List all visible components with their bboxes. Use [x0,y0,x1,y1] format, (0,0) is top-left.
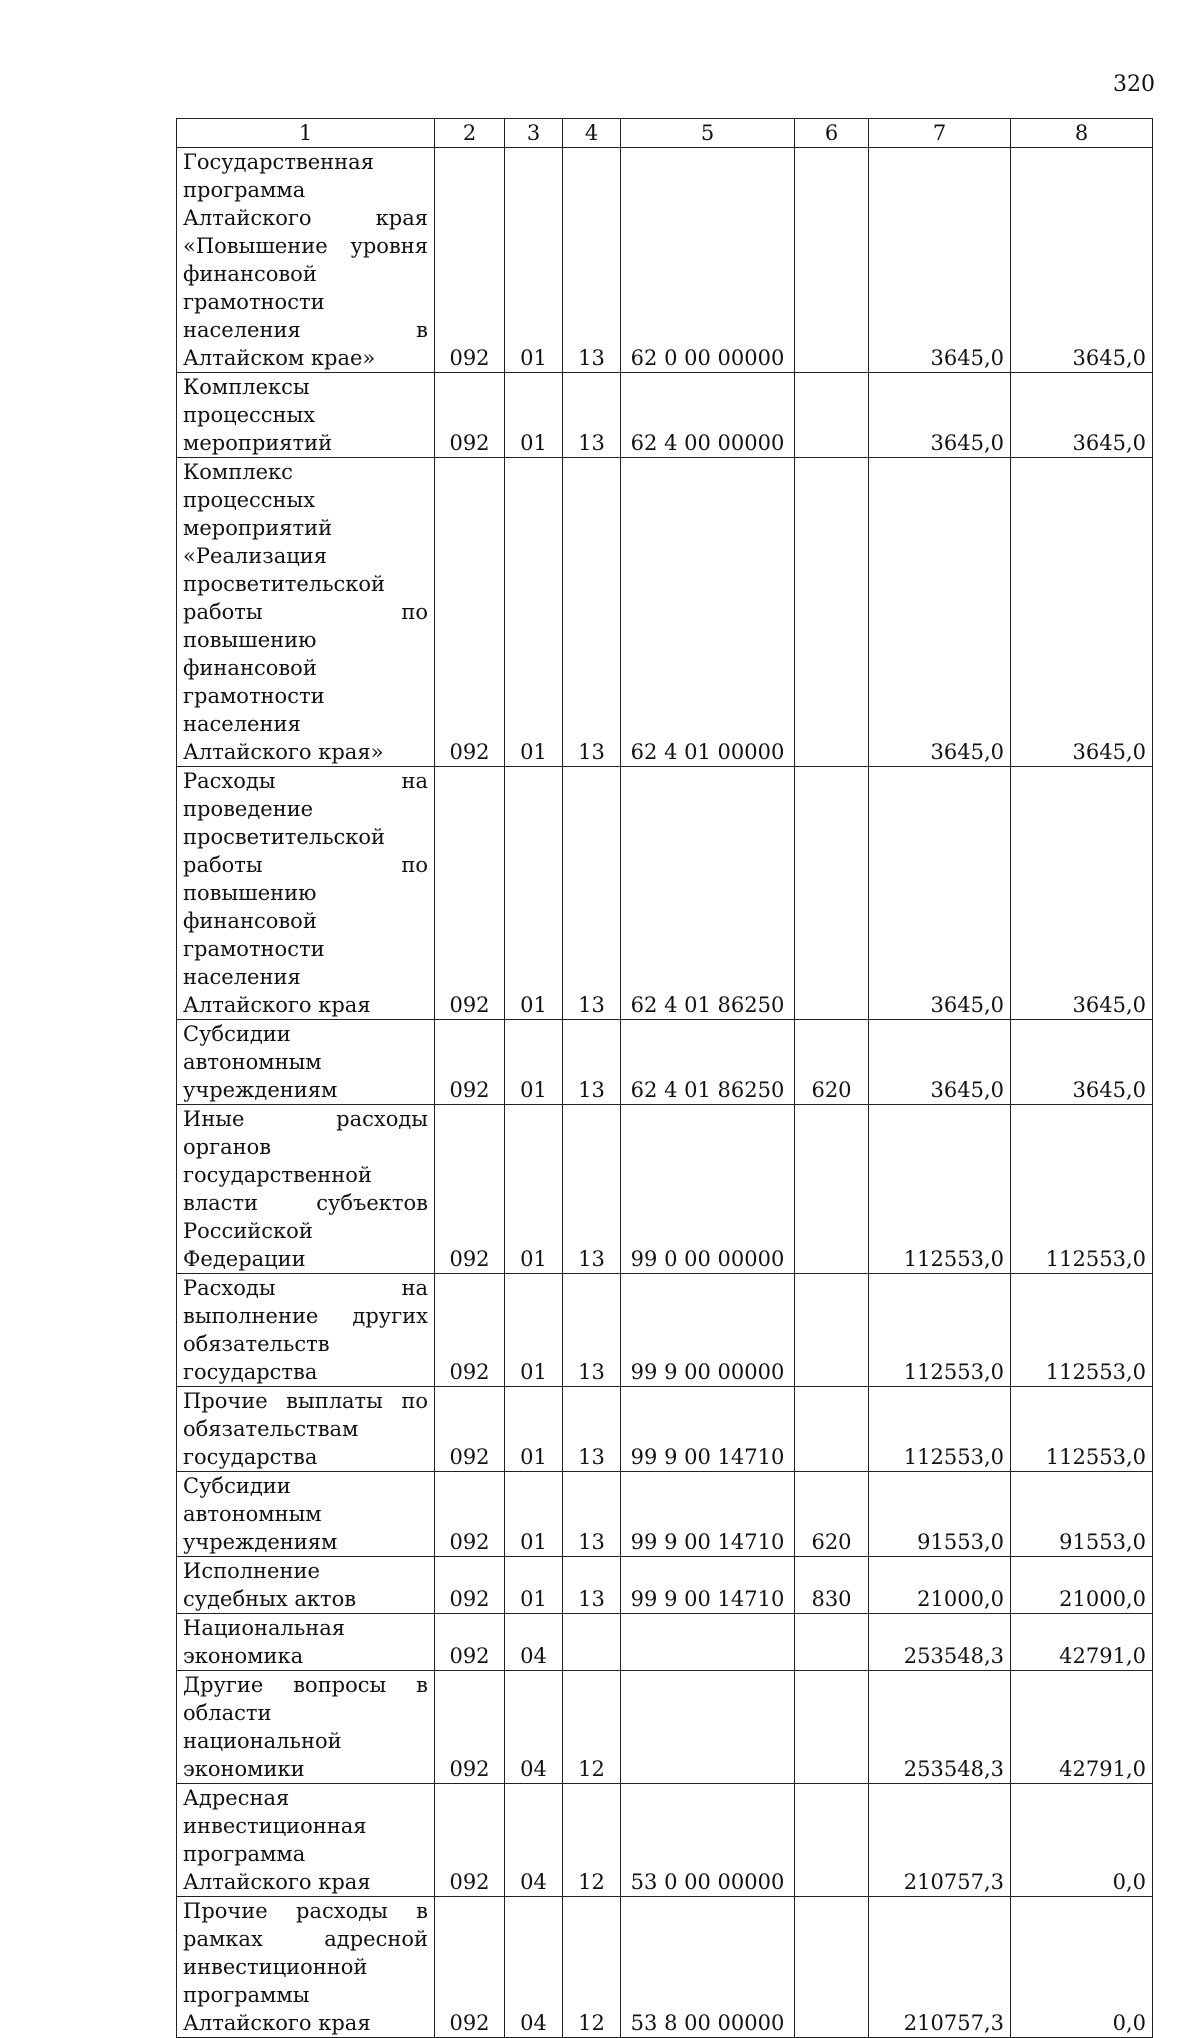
amount-year1-cell: 112553,0 [869,1105,1011,1274]
amount-year2-cell: 3645,0 [1011,148,1153,373]
target-article-cell: 62 4 00 00000 [621,373,795,458]
expense-type-cell [795,767,869,1020]
table-row [177,1614,1153,1671]
section-cell: 01 [505,1020,563,1105]
amount-year2-cell: 3645,0 [1011,1020,1153,1105]
subsection-cell: 12 [563,1671,621,1784]
header-row [177,119,1153,148]
target-article-cell: 62 0 00 00000 [621,148,795,373]
table-row [177,1105,1153,1274]
amount-year2-cell: 0,0 [1011,1897,1153,2038]
amount-year2-cell: 42791,0 [1011,1614,1153,1671]
amount-year2-cell: 112553,0 [1011,1387,1153,1472]
admin-code-cell: 092 [435,1557,505,1614]
expense-type-cell [795,1671,869,1784]
amount-year1-cell: 112553,0 [869,1387,1011,1472]
subsection-cell: 13 [563,458,621,767]
section-cell: 04 [505,1897,563,2038]
row-name-cell: Комплекс процессных мероприятий «Реализация просветительской работы по повышению финансовой грамотности населения Алтайского края» [177,458,435,767]
subsection-cell: 13 [563,148,621,373]
subsection-cell: 13 [563,1020,621,1105]
subsection-cell: 13 [563,373,621,458]
amount-year2-cell: 112553,0 [1011,1274,1153,1387]
expense-type-cell: 830 [795,1557,869,1614]
row-name-cell: Адресная инвестиционная программа Алтайского края [177,1784,435,1897]
admin-code-cell: 092 [435,1472,505,1557]
row-name-cell: Расходы на проведение просветительской работы по повышению финансовой грамотности населения Алтайского края [177,767,435,1020]
row-name-cell: Иные расходы органов государственной власти субъектов Российской Федерации [177,1105,435,1274]
section-cell: 04 [505,1614,563,1671]
expense-type-cell [795,373,869,458]
table-row [177,1387,1153,1472]
section-cell: 01 [505,767,563,1020]
amount-year2-cell: 3645,0 [1011,767,1153,1020]
section-cell: 01 [505,1274,563,1387]
row-name-cell: Комплексы процессных мероприятий [177,373,435,458]
table-row [177,1020,1153,1105]
budget-table [176,118,1153,2038]
subsection-cell: 13 [563,767,621,1020]
admin-code-cell: 092 [435,373,505,458]
amount-year1-cell: 3645,0 [869,458,1011,767]
header-cell: 3 [505,119,563,148]
amount-year2-cell: 91553,0 [1011,1472,1153,1557]
expense-type-cell [795,1387,869,1472]
subsection-cell: 12 [563,1897,621,2038]
target-article-cell [621,1614,795,1671]
amount-year1-cell: 91553,0 [869,1472,1011,1557]
amount-year1-cell: 253548,3 [869,1614,1011,1671]
target-article-cell: 99 9 00 14710 [621,1557,795,1614]
amount-year2-cell: 112553,0 [1011,1105,1153,1274]
target-article-cell: 62 4 01 00000 [621,458,795,767]
row-name-cell: Прочие расходы в рамках адресной инвестиционной программы Алтайского края [177,1897,435,2038]
header-cell: 5 [621,119,795,148]
admin-code-cell: 092 [435,1671,505,1784]
expense-type-cell: 620 [795,1472,869,1557]
expense-type-cell [795,148,869,373]
admin-code-cell: 092 [435,1784,505,1897]
header-cell: 7 [869,119,1011,148]
expense-type-cell: 620 [795,1020,869,1105]
expense-type-cell [795,1897,869,2038]
admin-code-cell: 092 [435,1614,505,1671]
amount-year1-cell: 253548,3 [869,1671,1011,1784]
table-row [177,1274,1153,1387]
amount-year1-cell: 112553,0 [869,1274,1011,1387]
admin-code-cell: 092 [435,148,505,373]
subsection-cell: 12 [563,1784,621,1897]
amount-year2-cell: 3645,0 [1011,373,1153,458]
table-row [177,767,1153,1020]
section-cell: 01 [505,1557,563,1614]
target-article-cell: 53 8 00 00000 [621,1897,795,2038]
table-row [177,458,1153,767]
admin-code-cell: 092 [435,1897,505,2038]
row-name-cell: Расходы на выполнение других обязательств государства [177,1274,435,1387]
admin-code-cell: 092 [435,1020,505,1105]
amount-year2-cell: 21000,0 [1011,1557,1153,1614]
target-article-cell: 62 4 01 86250 [621,767,795,1020]
row-name-cell: Исполнение судебных актов [177,1557,435,1614]
section-cell: 01 [505,458,563,767]
target-article-cell: 99 9 00 14710 [621,1472,795,1557]
subsection-cell [563,1614,621,1671]
section-cell: 04 [505,1784,563,1897]
target-article-cell: 99 9 00 00000 [621,1274,795,1387]
expense-type-cell [795,1614,869,1671]
section-cell: 04 [505,1671,563,1784]
table-row [177,373,1153,458]
expense-type-cell [795,1784,869,1897]
row-name-cell: Субсидии автономным учреждениям [177,1472,435,1557]
amount-year1-cell: 3645,0 [869,767,1011,1020]
subsection-cell: 13 [563,1274,621,1387]
target-article-cell [621,1671,795,1784]
target-article-cell: 62 4 01 86250 [621,1020,795,1105]
amount-year1-cell: 3645,0 [869,1020,1011,1105]
amount-year1-cell: 210757,3 [869,1897,1011,2038]
row-name-cell: Национальная экономика [177,1614,435,1671]
table-row [177,1557,1153,1614]
amount-year1-cell: 210757,3 [869,1784,1011,1897]
subsection-cell: 13 [563,1557,621,1614]
table-row [177,1472,1153,1557]
expense-type-cell [795,458,869,767]
header-cell: 4 [563,119,621,148]
expense-type-cell [795,1105,869,1274]
section-cell: 01 [505,373,563,458]
header-cell: 8 [1011,119,1153,148]
row-name-cell: Другие вопросы в области национальной экономики [177,1671,435,1784]
admin-code-cell: 092 [435,1274,505,1387]
section-cell: 01 [505,1105,563,1274]
table-row [177,1671,1153,1784]
section-cell: 01 [505,1472,563,1557]
header-cell: 6 [795,119,869,148]
subsection-cell: 13 [563,1105,621,1274]
table-row [177,148,1153,373]
expense-type-cell [795,1274,869,1387]
page-number: 320 [1113,72,1155,97]
subsection-cell: 13 [563,1472,621,1557]
row-name-cell: Субсидии автономным учреждениям [177,1020,435,1105]
admin-code-cell: 092 [435,1387,505,1472]
target-article-cell: 99 0 00 00000 [621,1105,795,1274]
amount-year2-cell: 0,0 [1011,1784,1153,1897]
subsection-cell: 13 [563,1387,621,1472]
table-row [177,1897,1153,2038]
admin-code-cell: 092 [435,458,505,767]
header-cell: 2 [435,119,505,148]
amount-year1-cell: 3645,0 [869,148,1011,373]
section-cell: 01 [505,1387,563,1472]
row-name-cell: Прочие выплаты по обязательствам государства [177,1387,435,1472]
amount-year1-cell: 3645,0 [869,373,1011,458]
section-cell: 01 [505,148,563,373]
admin-code-cell: 092 [435,1105,505,1274]
admin-code-cell: 092 [435,767,505,1020]
table-row [177,1784,1153,1897]
target-article-cell: 99 9 00 14710 [621,1387,795,1472]
header-cell: 1 [177,119,435,148]
row-name-cell: Государственная программа Алтайского края «Повышение уровня финансовой грамотности населения в Алтайском крае» [177,148,435,373]
target-article-cell: 53 0 00 00000 [621,1784,795,1897]
amount-year1-cell: 21000,0 [869,1557,1011,1614]
amount-year2-cell: 3645,0 [1011,458,1153,767]
amount-year2-cell: 42791,0 [1011,1671,1153,1784]
